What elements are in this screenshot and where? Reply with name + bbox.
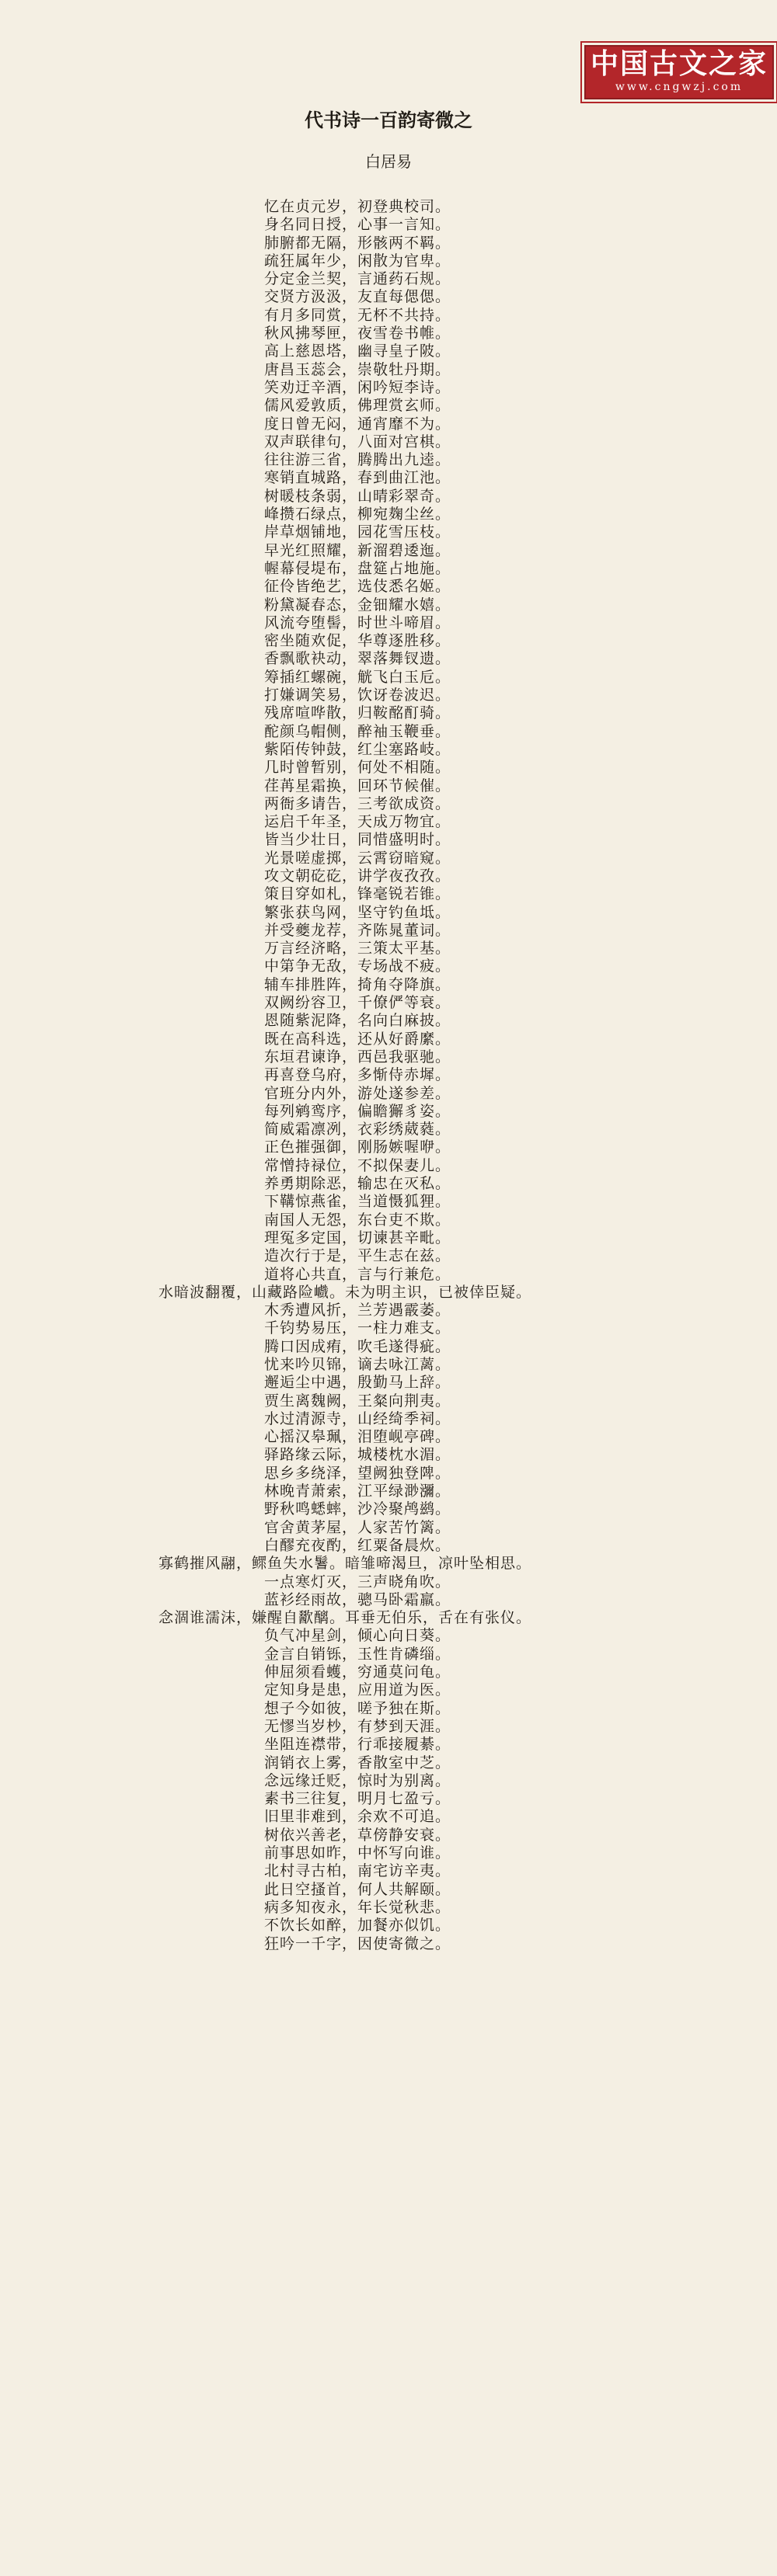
- poem-line: 定知身是患，应用道为医。: [264, 1681, 451, 1699]
- poem-line: 伸屈须看蠖，穷通莫问龟。: [264, 1663, 451, 1681]
- poem-line: 一点寒灯灭，三声晓角吹。: [264, 1573, 451, 1590]
- poem-line: 恩随紫泥降，名向白麻披。: [264, 1012, 451, 1030]
- poem-line: 润销衣上雾，香散室中芝。: [264, 1754, 451, 1771]
- poem-line: 养勇期除恶，输忠在灭私。: [264, 1175, 451, 1193]
- poem-line: 双声联律句，八面对宫棋。: [264, 433, 451, 450]
- poem-line: 北村寻古柏，南宅访辛夷。: [264, 1862, 451, 1880]
- poem-line: 素书三往复，明月七盈亏。: [264, 1790, 451, 1808]
- poem-line: 邂逅尘中遇，殷勤马上辞。: [264, 1374, 451, 1392]
- poem-line: 腾口因成痏，吹毛遂得疵。: [264, 1337, 451, 1355]
- poem-line: 征伶皆绝艺，选伎悉名姬。: [264, 578, 451, 596]
- poem-line: 蓝衫经雨故，骢马卧霜羸。: [264, 1590, 451, 1608]
- poem-line: 分定金兰契，言通药石规。: [264, 270, 451, 288]
- poem-line: 攻文朝矻矻，讲学夜孜孜。: [264, 867, 451, 885]
- poem-line: 笑劝迂辛酒，闲吟短李诗。: [264, 378, 451, 396]
- poem-line: 并受夔龙荐，齐陈晁董词。: [264, 921, 451, 939]
- poem-line: 度日曾无闷，通宵靡不为。: [264, 415, 451, 433]
- poem-line: 寒销直城路，春到曲江池。: [264, 469, 451, 487]
- poem-line: 荏苒星霜换，回环节候催。: [264, 777, 451, 794]
- poem-line: 繁张获鸟网，坚守钓鱼坻。: [264, 903, 451, 921]
- poem-line: 幄幕侵堤布，盘筵占地施。: [264, 559, 451, 577]
- poem-line: 念涸谁濡沫，嫌醒自歠醨。耳垂无伯乐，舌在有张仪。: [159, 1609, 532, 1627]
- poem-line: 运启千年圣，天成万物宜。: [264, 813, 451, 831]
- poem-line: 唐昌玉蕊会，崇敬牡丹期。: [264, 360, 451, 378]
- poem-line: 酡颜乌帽侧，醉袖玉鞭垂。: [264, 722, 451, 740]
- poem-line: 负气冲星剑，倾心向日葵。: [264, 1627, 451, 1645]
- poem-line: 香飘歌袂动，翠落舞钗遗。: [264, 650, 451, 668]
- poem-line: 秋风拂琴匣，夜雪卷书帷。: [264, 325, 451, 342]
- poem-line: 正色摧强御，刚肠嫉喔咿。: [264, 1139, 451, 1156]
- poem-line: 忆在贞元岁，初登典校司。: [264, 198, 451, 215]
- poem-line: 简威霜凛冽，衣彩绣葳蕤。: [264, 1121, 451, 1139]
- poem-line: 寡鹤摧风翮，鳏鱼失水鬐。暗雏啼渴旦，凉叶坠相思。: [159, 1555, 532, 1573]
- poem-line: 身名同日授，心事一言知。: [264, 216, 451, 234]
- poem-line: 紫陌传钟鼓，红尘塞路岐。: [264, 740, 451, 758]
- poem-line: 贾生离魏阙，王粲向荆夷。: [264, 1392, 451, 1410]
- poem-line: 官舍黄茅屋，人家苦竹篱。: [264, 1518, 451, 1536]
- poem-line: 野秋鸣蟋蟀，沙冷聚鸬鹚。: [264, 1500, 451, 1518]
- poem-line: 岸草烟铺地，园花雪压枝。: [264, 523, 451, 541]
- poem-line: 辅车排胜阵，掎角夺降旗。: [264, 975, 451, 993]
- poem-line: 千钧势易压，一柱力难支。: [264, 1319, 451, 1337]
- poem-line: 再喜登乌府，多惭侍赤墀。: [264, 1066, 451, 1084]
- poem-line: 双阙纷容卫，千僚俨等衰。: [264, 994, 451, 1012]
- poem-line: 残席喧哗散，归鞍酩酊骑。: [264, 704, 451, 722]
- poem-line: 早光红照耀，新溜碧逶迤。: [264, 541, 451, 559]
- poem-line: 交贤方汲汲，友直每偲偲。: [264, 288, 451, 306]
- poem-line: 金言自销铄，玉性肯磷缁。: [264, 1645, 451, 1663]
- poem-line: 密坐随欢促，华尊逐胜移。: [264, 632, 451, 650]
- poem-line: 木秀遭风折，兰芳遇霰萎。: [264, 1302, 451, 1319]
- poem-title: 代书诗一百韵寄微之: [305, 109, 472, 131]
- poem-line: 光景嗟虚掷，云霄窃暗窥。: [264, 849, 451, 867]
- poem-line: 南国人无怨，东台吏不欺。: [264, 1211, 451, 1229]
- poem-line: 造次行于是，平生志在兹。: [264, 1247, 451, 1265]
- poem-line: 皆当少壮日，同惜盛明时。: [264, 831, 451, 849]
- poem-line: 既在高科选，还从好爵縻。: [264, 1030, 451, 1048]
- poem-line: 思乡多绕泽，望阙独登陴。: [264, 1464, 451, 1482]
- poem-line: 驿路缘云际，城楼枕水湄。: [264, 1446, 451, 1464]
- logo-text: 中国古文之家: [590, 47, 768, 80]
- poem-line: 念远缘迁贬，惊时为别离。: [264, 1771, 451, 1789]
- poem-line: 水暗波翻覆，山藏路险巇。未为明主识，已被倖臣疑。: [159, 1283, 532, 1301]
- poem-line: 风流夸堕髻，时世斗啼眉。: [264, 614, 451, 631]
- poem-author: 白居易: [365, 152, 412, 171]
- poem-line: 高上慈恩塔，幽寻皇子陂。: [264, 342, 451, 360]
- poem-line: 几时曾暂别，何处不相随。: [264, 759, 451, 777]
- poem-line: 无憀当岁杪，有梦到天涯。: [264, 1717, 451, 1735]
- poem-line: 万言经济略，三策太平基。: [264, 940, 451, 958]
- poem-line: 忧来吟贝锦，谪去咏江蓠。: [264, 1356, 451, 1373]
- poem-line: 筹插红螺碗，觥飞白玉卮。: [264, 668, 451, 686]
- poem-line: 病多知夜永，年长觉秋悲。: [264, 1898, 451, 1916]
- poem-line: 儒风爱敦质，佛理赏玄师。: [264, 397, 451, 415]
- poem-body: [0, 198, 777, 1953]
- poem-line: 旧里非难到，余欢不可追。: [264, 1808, 451, 1826]
- poem-line: 不饮长如醉，加餐亦似饥。: [264, 1917, 451, 1935]
- poem-line: 道将心共直，言与行兼危。: [264, 1265, 451, 1283]
- poem-line: 粉黛凝春态，金钿耀水嬉。: [264, 596, 451, 614]
- poem-line: 东垣君谏诤，西邑我驱驰。: [264, 1048, 451, 1066]
- poem-line: 有月多同赏，无杯不共持。: [264, 306, 451, 324]
- poem-line: 肺腑都无隔，形骸两不羁。: [264, 234, 451, 252]
- poem-line: 树依兴善老，草傍静安衰。: [264, 1826, 451, 1844]
- poem-line: 疏狂属年少，闲散为官卑。: [264, 252, 451, 269]
- poem-line: 心摇汉皋珮，泪堕岘亭碑。: [264, 1428, 451, 1446]
- poem-line: 往往游三省，腾腾出九逵。: [264, 451, 451, 469]
- poem-line: 常憎持禄位，不拟保妻儿。: [264, 1156, 451, 1174]
- poem-line: 峰攒石绿点，柳宛麹尘丝。: [264, 506, 451, 523]
- poem-line: 打嫌调笑易，饮讶卷波迟。: [264, 687, 451, 704]
- poem-line: 此日空搔首，何人共解颐。: [264, 1880, 451, 1898]
- poem-line: 想子今如彼，嗟予独在斯。: [264, 1699, 451, 1717]
- poem-line: 林晚青萧索，江平绿渺瀰。: [264, 1483, 451, 1500]
- poem-line: 坐阻连襟带，行乖接履綦。: [264, 1736, 451, 1754]
- poem-line: 策目穿如札，锋毫锐若锥。: [264, 885, 451, 903]
- poem-line: 理冤多定国，切谏甚辛毗。: [264, 1229, 451, 1246]
- site-logo[interactable]: [584, 45, 774, 99]
- poem-line: 前事思如昨，中怀写向谁。: [264, 1844, 451, 1862]
- logo-url: www.cngwzj.com: [615, 81, 744, 93]
- poem-line: 下鞲惊燕雀，当道慑狐狸。: [264, 1193, 451, 1211]
- poem-line: 狂吟一千字，因使寄微之。: [264, 1935, 451, 1952]
- poem-line: 白醪充夜酌，红粟备晨炊。: [264, 1536, 451, 1554]
- poem-line: 每列鹓鸾序，偏瞻獬豸姿。: [264, 1102, 451, 1120]
- poem-line: 中第争无敌，专场战不疲。: [264, 958, 451, 975]
- poem-line: 树暖枝条弱，山晴彩翠奇。: [264, 487, 451, 505]
- poem-line: 两衙多请告，三考欲成资。: [264, 794, 451, 812]
- poem-line: 官班分内外，游处遂参差。: [264, 1084, 451, 1102]
- poem-line: 水过清源寺，山经绮季祠。: [264, 1410, 451, 1427]
